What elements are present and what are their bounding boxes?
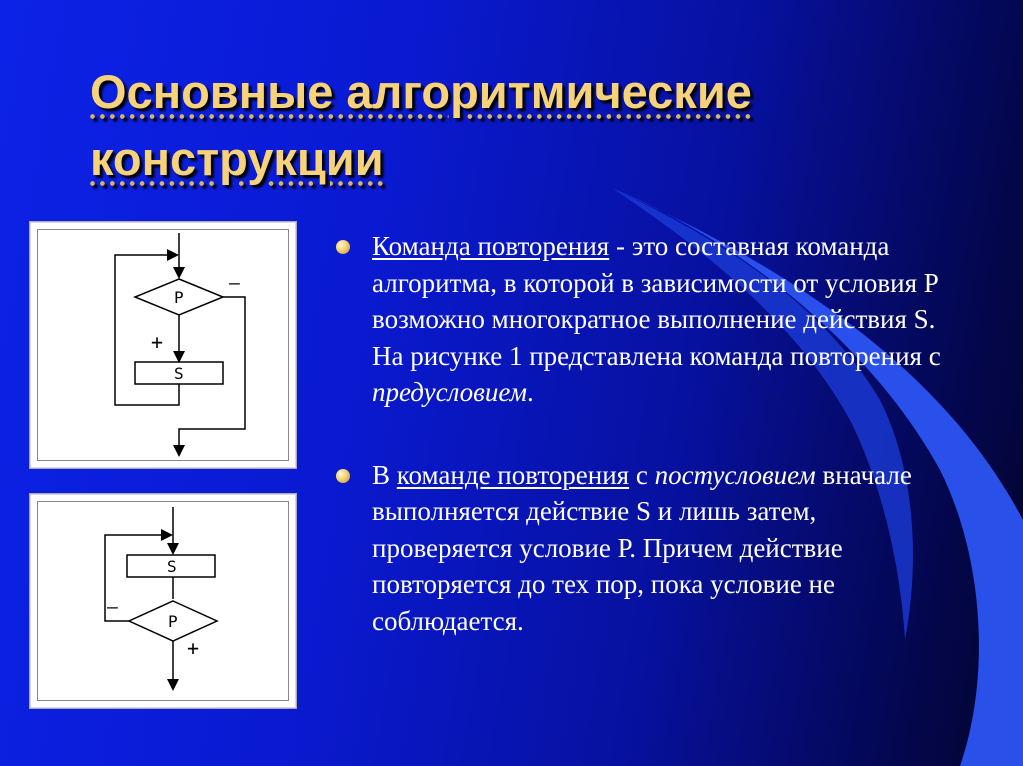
bullet-list [336, 228, 956, 639]
bullet-text: - это составная команда алгоритма, в которой в зависимости от условия Р возможно многократное выполнение действия S. На рисунке 1 представлена команда повторения с [372, 231, 941, 371]
minus-sign: – [107, 597, 118, 618]
bullet-item-postcondition [336, 457, 956, 640]
bullet-lead: В [372, 459, 397, 490]
postcondition-flowchart [30, 494, 296, 708]
precondition-flowchart [30, 222, 296, 468]
italic-term: предусловием [372, 377, 527, 407]
bullet-text: с [629, 459, 655, 490]
action-label: S [174, 364, 184, 383]
condition-label: P [174, 288, 184, 307]
slide-title: Основные алгоритмические конструкции [90, 65, 752, 185]
condition-label: P [168, 612, 178, 631]
bullet-dot-icon [336, 240, 350, 254]
bullet-text-end: . [526, 377, 534, 407]
term-link[interactable]: Команда повторения [372, 231, 610, 261]
term-link[interactable]: команде повторения [396, 459, 630, 490]
action-label: S [167, 557, 177, 576]
italic-term: постусловием [654, 459, 816, 490]
minus-sign: – [229, 273, 240, 294]
plus-sign: + [187, 636, 200, 660]
bullet-item-precondition [336, 228, 956, 411]
bullet-text-end: вначале выполняется действие S и лишь затем, проверяется условие Р. Причем действие повторяется до тех пор, пока условие не соблюдается. [372, 459, 912, 636]
bullet-dot-icon [336, 469, 350, 483]
plus-sign: + [151, 330, 164, 354]
